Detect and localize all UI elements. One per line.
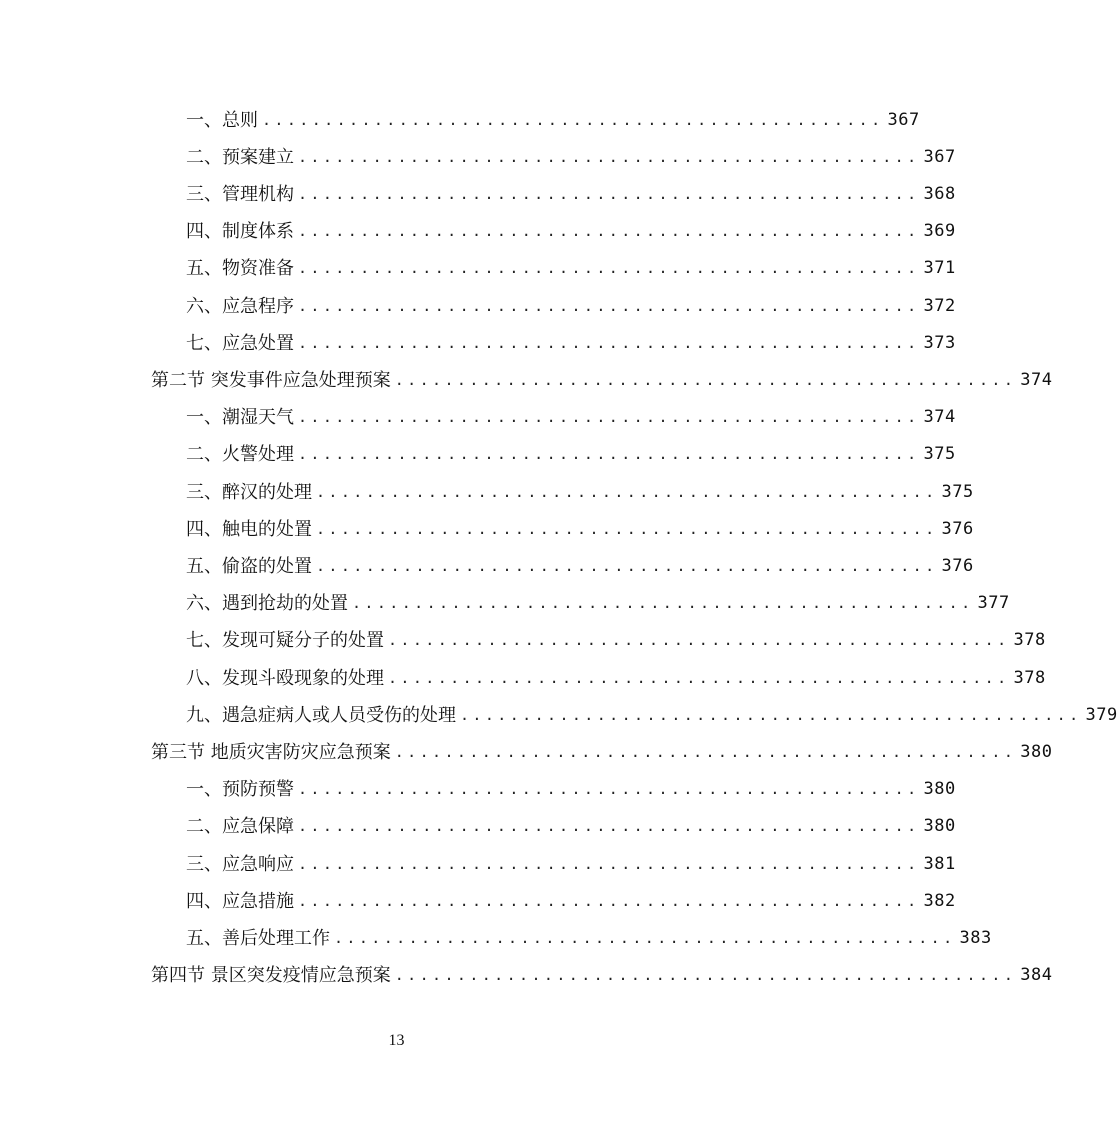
toc-leader-dots: .................................................. xyxy=(394,966,1017,984)
toc-entry-page: 374 xyxy=(923,407,956,427)
toc-leader-dots: .................................................. xyxy=(298,259,920,277)
toc-entry-label: 一、潮湿天气 xyxy=(186,407,294,428)
toc-entry-label: 五、物资准备 xyxy=(186,258,294,279)
toc-entry[interactable] xyxy=(186,548,974,585)
toc-leader-dots: .................................................. xyxy=(298,148,920,166)
toc-leader-dots: .................................................. xyxy=(298,185,920,203)
toc-entry-label: 五、善后处理工作 xyxy=(186,928,330,949)
toc-leader-dots: .................................................. xyxy=(298,445,920,463)
toc-entry-page: 378 xyxy=(1013,630,1046,650)
toc-leader-dots: .................................................. xyxy=(262,111,884,129)
toc-entry-label: 八、发现斗殴现象的处理 xyxy=(186,668,384,689)
toc-entry[interactable] xyxy=(186,883,956,920)
toc-entry[interactable] xyxy=(186,325,956,362)
toc-entry-page: 376 xyxy=(941,556,974,576)
toc-entry-page: 375 xyxy=(923,444,956,464)
toc-entry-label: 一、预防预警 xyxy=(186,779,294,800)
toc-entry[interactable] xyxy=(186,213,956,250)
toc-entry-label: 五、偷盗的处置 xyxy=(186,556,312,577)
toc-leader-dots: .................................................. xyxy=(298,334,920,352)
toc-entry-page: 367 xyxy=(887,110,920,130)
toc-leader-dots: .................................................. xyxy=(298,222,920,240)
toc-entry-label: 一、总则 xyxy=(186,110,258,131)
toc-entry-page: 373 xyxy=(923,333,956,353)
toc-entry-label: 六、遇到抢劫的处置 xyxy=(186,593,348,614)
toc-entry-page: 375 xyxy=(941,482,974,502)
page-number: 13 xyxy=(388,1032,405,1049)
toc-entry-page: 368 xyxy=(923,184,956,204)
toc-leader-dots: .................................................. xyxy=(460,706,1082,724)
toc-entry-page: 374 xyxy=(1020,370,1053,390)
toc-leader-dots: .................................................. xyxy=(298,817,920,835)
toc-entry-page: 382 xyxy=(923,891,956,911)
toc-leader-dots: .................................................. xyxy=(298,892,920,910)
toc-section-entry[interactable] xyxy=(151,734,1053,771)
toc-entry-label: 第四节 景区突发疫情应急预案 xyxy=(151,965,391,986)
toc-entry-page: 378 xyxy=(1013,668,1046,688)
toc-entry-page: 384 xyxy=(1020,965,1053,985)
toc-entry-page: 380 xyxy=(1020,742,1053,762)
toc-entry-page: 380 xyxy=(923,779,956,799)
toc-entry-page: 371 xyxy=(923,258,956,278)
toc-leader-dots: .................................................. xyxy=(394,371,1017,389)
toc-entry[interactable] xyxy=(186,771,956,808)
toc-entry[interactable] xyxy=(186,288,956,325)
toc-entry-label: 三、管理机构 xyxy=(186,184,294,205)
toc-leader-dots: .................................................. xyxy=(298,297,920,315)
toc-entry[interactable] xyxy=(186,808,956,845)
toc-entry-label: 二、火警处理 xyxy=(186,444,294,465)
toc-entry-page: 376 xyxy=(941,519,974,539)
toc-entry-page: 379 xyxy=(1085,705,1118,725)
toc-entry-label: 三、醉汉的处理 xyxy=(186,482,312,503)
toc-entry-label: 四、制度体系 xyxy=(186,221,294,242)
toc-entry[interactable] xyxy=(186,399,956,436)
toc-entry-label: 九、遇急症病人或人员受伤的处理 xyxy=(186,705,456,726)
toc-leader-dots: .................................................. xyxy=(298,855,920,873)
toc-leader-dots: .................................................. xyxy=(316,557,938,575)
toc-entry[interactable] xyxy=(186,102,920,139)
toc-entry[interactable] xyxy=(186,511,974,548)
toc-entry-page: 367 xyxy=(923,147,956,167)
toc-entry[interactable] xyxy=(186,176,956,213)
toc-entry-label: 三、应急响应 xyxy=(186,854,294,875)
toc-leader-dots: .................................................. xyxy=(298,408,920,426)
toc-entry-label: 二、预案建立 xyxy=(186,147,294,168)
toc-entry[interactable] xyxy=(186,622,1046,659)
toc-entry[interactable] xyxy=(186,250,956,287)
toc-entry-label: 七、发现可疑分子的处置 xyxy=(186,630,384,651)
toc-leader-dots: .................................................. xyxy=(316,483,938,501)
toc-leader-dots: .................................................. xyxy=(298,780,920,798)
toc-leader-dots: .................................................. xyxy=(316,520,938,538)
toc-entry-label: 二、应急保障 xyxy=(186,816,294,837)
toc-leader-dots: .................................................. xyxy=(352,594,974,612)
toc-leader-dots: .................................................. xyxy=(334,929,956,947)
toc-entry-page: 380 xyxy=(923,816,956,836)
toc-entry[interactable] xyxy=(186,436,956,473)
toc-leader-dots: .................................................. xyxy=(388,669,1010,687)
toc-entry[interactable] xyxy=(186,660,1046,697)
toc-entry-label: 六、应急程序 xyxy=(186,296,294,317)
toc-entry-page: 372 xyxy=(923,296,956,316)
toc-section-entry[interactable] xyxy=(151,362,1053,399)
toc-entry-label: 第三节 地质灾害防灾应急预案 xyxy=(151,742,391,763)
toc-entry-page: 377 xyxy=(977,593,1010,613)
toc-entry-page: 381 xyxy=(923,854,956,874)
toc-entry[interactable] xyxy=(186,474,974,511)
toc-entry-page: 369 xyxy=(923,221,956,241)
toc-entry[interactable] xyxy=(186,585,1010,622)
toc-leader-dots: .................................................. xyxy=(388,631,1010,649)
toc-entry[interactable] xyxy=(186,139,956,176)
toc-leader-dots: .................................................. xyxy=(394,743,1017,761)
toc-entry-label: 四、触电的处置 xyxy=(186,519,312,540)
toc-entry-label: 第二节 突发事件应急处理预案 xyxy=(151,370,391,391)
toc-entry-page: 383 xyxy=(959,928,992,948)
toc-entry-label: 七、应急处置 xyxy=(186,333,294,354)
toc-entry-label: 四、应急措施 xyxy=(186,891,294,912)
toc-section-entry[interactable] xyxy=(151,957,1053,994)
toc-entry[interactable] xyxy=(186,920,992,957)
toc-entry[interactable] xyxy=(186,697,1118,734)
toc-entry[interactable] xyxy=(186,846,956,883)
